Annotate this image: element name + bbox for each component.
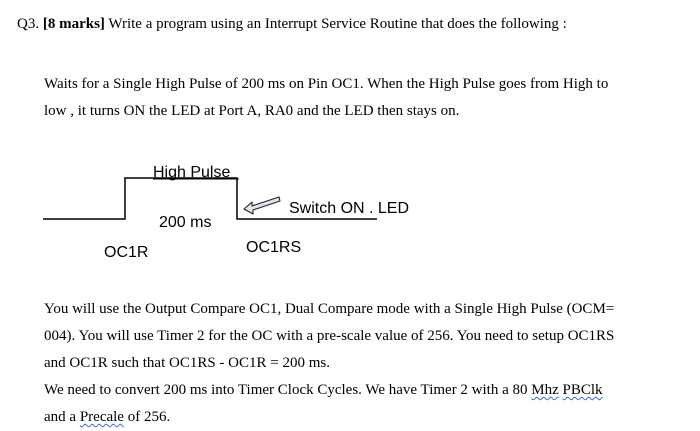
body-line-5	[44, 404, 614, 431]
precale-term: Precale	[79, 409, 124, 425]
body-line-5-prefix: and a	[44, 409, 80, 425]
intro-line-1: Waits for a Single High Pulse of 200 ms on Pin OC1. When the High Pulse goes from High to	[44, 76, 609, 92]
oc1rs-label: OC1RS	[246, 239, 302, 256]
pbclk-term: PBClk	[562, 382, 603, 398]
high-pulse-label: High Pulse	[153, 164, 231, 181]
intro-line-2: low , it turns ON the LED at Port A, RA0 and the LED then stays on.	[44, 103, 460, 119]
question-prompt: Write a program using an Interrupt Service Routine that does the following :	[108, 16, 567, 32]
body-line-5-suffix: of 256.	[123, 409, 171, 425]
body-line-4	[44, 377, 614, 404]
question-marks: [8 marks]	[42, 16, 105, 32]
body-line-4-text: We need to convert 200 ms into Timer Clock Cycles. We have Timer 2 with a 80	[44, 382, 532, 398]
body-line-2: 004). You will use Timer 2 for the OC with a pre-scale value of 256. You need to setup OC1RS	[44, 328, 615, 344]
oc1r-label: OC1R	[104, 244, 149, 261]
body-line-1: You will use the Output Compare OC1, Dual Compare mode with a Single High Pulse (OCM=	[44, 301, 615, 317]
body-paragraph	[44, 296, 614, 431]
switch-on-led-label: Switch ON . LED	[289, 200, 410, 217]
question-number: Q3.	[17, 16, 40, 32]
left-arrow-icon	[244, 197, 280, 214]
duration-label: 200 ms	[159, 214, 212, 231]
mhz-term: Mhz	[531, 382, 559, 398]
body-line-3: and OC1R such that OC1RS - OC1R = 200 ms.	[44, 355, 330, 371]
